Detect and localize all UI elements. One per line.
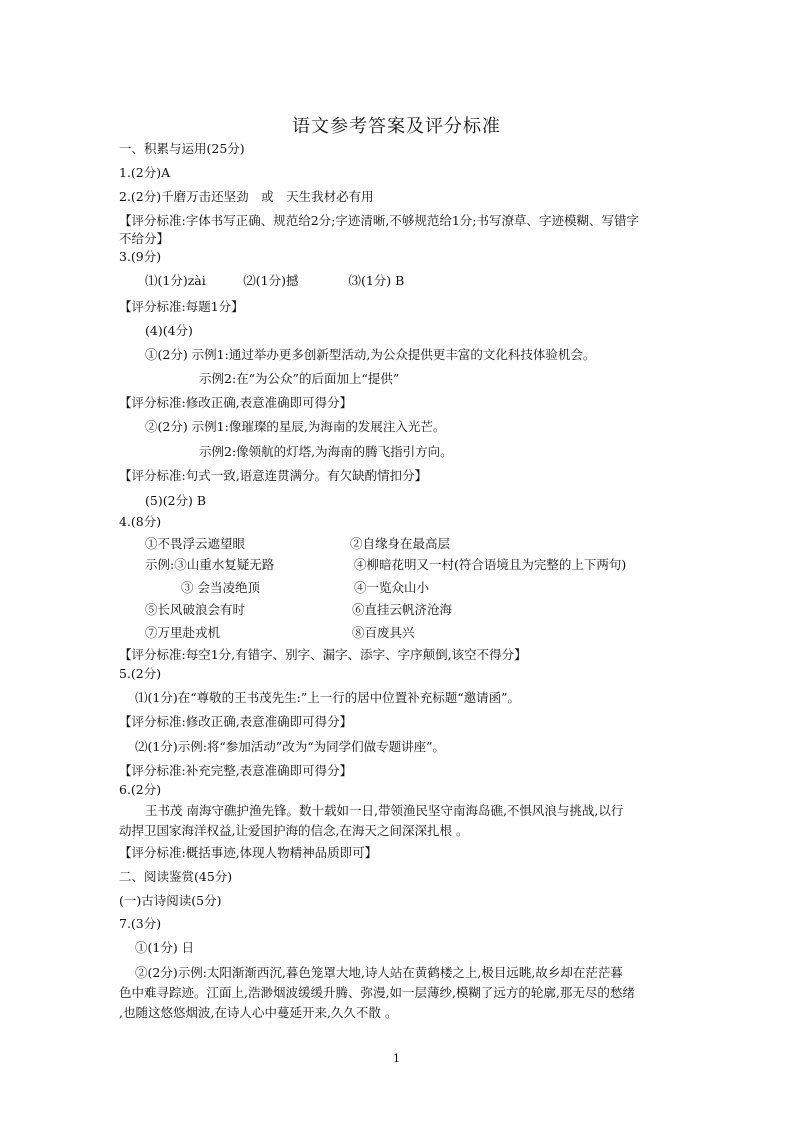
page-title: 语文参考答案及评分标准 — [292, 116, 501, 137]
answer-line: ⑴(1分)在“尊敬的王书茂先生:”上一行的居中位置补充标题“邀请函”。 — [135, 690, 520, 705]
answer-line: (5)(2分) B — [145, 493, 207, 508]
answer-line: ④一览众山小 — [354, 580, 430, 595]
answer-paragraph: ,也随这悠悠烟波,在诗人心中蔓延开来,久久不散 。 — [119, 1005, 398, 1020]
answer-line: ⑵(1分)示例:将“参加活动”改为“为同学们做专题讲座”。 — [135, 739, 445, 754]
answer-line: 3.(9分) — [119, 249, 162, 264]
answer-line: 7.(3分) — [119, 916, 162, 931]
answer-line: ①(2分) 示例1:通过举办更多创新型活动,为公众提供更丰富的文化科技体验机会。 — [145, 347, 596, 362]
scoring-note: 【评分标准:概括事迹,体现人物精神品质即可】 — [119, 845, 378, 860]
answer-line: ①(1分) 日 — [135, 940, 195, 955]
scoring-note: 【评分标准:句式一致,语意连贯满分。有欠缺酌情扣分】 — [119, 468, 428, 483]
section-heading: 二、阅读鉴赏(45分) — [119, 869, 233, 884]
answer-line: ⑧百废具兴 — [352, 625, 415, 640]
scoring-note: 【评分标准:补充完整,表意准确即可得分】 — [119, 763, 353, 778]
answer-line: ⑥直挂云帆济沧海 — [352, 602, 453, 617]
scoring-note: 【评分标准:修改正确,表意准确即可得分】 — [119, 395, 353, 410]
answer-line: 1.(2分)A — [119, 165, 171, 180]
answer-paragraph: 色中难寻踪迹。江面上,浩渺烟波缓缓升腾、弥漫,如一层薄纱,模糊了远方的轮廓,那无尽的愁绪 — [119, 985, 635, 1000]
answer-line: ③ 会当凌绝顶 — [181, 580, 260, 595]
subsection-heading: (一)古诗阅读(5分) — [119, 893, 222, 908]
scoring-note: 【评分标准:修改正确,表意准确即可得分】 — [119, 714, 353, 729]
answer-line: ④柳暗花明又一村(符合语境且为完整的上下两句) — [354, 557, 627, 572]
answer-line: 2.(2分)千磨万击还坚劲 或 天生我材必有用 — [119, 189, 374, 204]
answer-line: 示例:③山重水复疑无路 — [145, 557, 275, 572]
answer-line: 示例2:在“为公众”的后面加上“提供” — [199, 371, 400, 386]
answer-line: ⑤长风破浪会有时 — [145, 602, 246, 617]
answer-line: ②(2分) 示例1:像璀璨的星辰,为海南的发展注入光芒。 — [145, 419, 446, 434]
answer-line: 4.(8分) — [119, 514, 162, 529]
answer-line: (4)(4分) — [145, 323, 193, 338]
answer-line: 示例2:像领航的灯塔,为海南的腾飞指引方向。 — [199, 444, 453, 459]
answer-paragraph: 动捍卫国家海洋权益,让爱国护海的信念,在海天之间深深扎根 。 — [119, 823, 469, 838]
scoring-note: 【评分标准:每题1分】 — [119, 299, 244, 314]
answer-paragraph: 王书茂 南海守礁护渔先锋。数十载如一日,带领渔民坚守南海岛礁,不惧风浪与挑战,以行 — [145, 803, 624, 818]
answer-line: ⑴(1分)zài ⑵(1分)撼 ⑶(1分) B — [145, 273, 405, 288]
scoring-note: 不给分】 — [119, 231, 170, 246]
page-number: 1 — [393, 1052, 400, 1065]
scoring-note: 【评分标准:每空1分,有错字、别字、漏字、添字、字序颠倒,该空不得分】 — [119, 647, 527, 662]
scoring-note: 【评分标准:字体书写正确、规范给2分;字迹清晰,不够规范给1分;书写潦草、字迹模糊、写错字 — [119, 213, 640, 228]
answer-line: ⑦万里赴戎机 — [145, 625, 221, 640]
answer-paragraph: ②(2分)示例:太阳渐渐西沉,暮色笼罩大地,诗人站在黄鹤楼之上,极目远眺,故乡却在茫茫暮 — [135, 965, 623, 980]
section-heading: 一、积累与运用(25分) — [119, 141, 245, 156]
answer-line: ②自缘身在最高层 — [350, 536, 451, 551]
answer-line: ①不畏浮云遮望眼 — [145, 536, 246, 551]
answer-line: 5.(2分) — [119, 666, 162, 681]
answer-line: 6.(2分) — [119, 782, 162, 797]
